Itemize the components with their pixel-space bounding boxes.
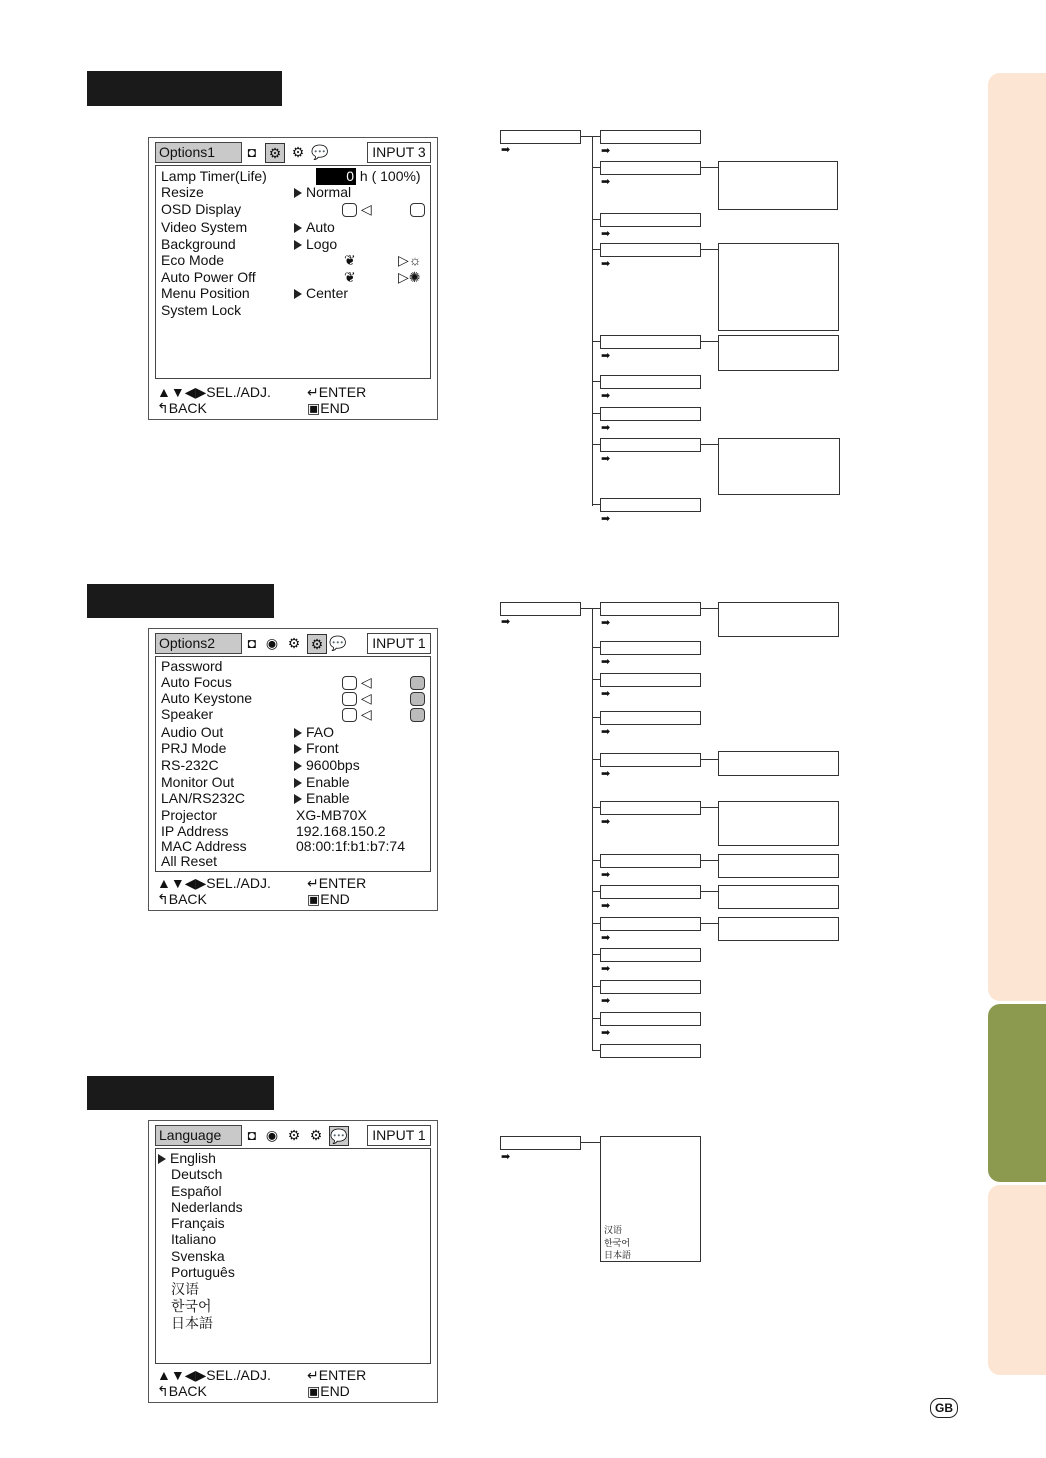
arrow-icon: ➡ [601,995,611,1007]
toggle-off-icon [410,708,425,722]
arrow-icon: ➡ [601,726,611,738]
end-hint: ▣ END [307,1383,350,1399]
picture-icon[interactable]: ◘ [247,1127,257,1143]
options1-icon[interactable]: ⚙ [287,1127,301,1143]
tree-item-box [600,213,701,227]
arrow-icon: ➡ [601,617,611,629]
tree-item-box [600,917,701,931]
sel-adj-hint: ▲▼◀▶ SEL./ADJ. [157,384,271,400]
enter-hint: ↵ ENTER [307,875,367,891]
language-icon[interactable]: 💬 [330,1128,348,1144]
language-item[interactable]: Português [171,1264,235,1280]
tree-language-chinese: 汉语 [604,1225,623,1235]
toggle-on-icon [342,692,357,706]
arrow-icon: ➡ [601,228,611,240]
language-item[interactable]: Español [171,1183,222,1199]
lamp-icon: ▷☼ [398,252,422,268]
toggle-off-icon [410,676,425,690]
sel-adj-hint: ▲▼◀▶ SEL./ADJ. [157,1367,271,1383]
toggle-off-icon [410,692,425,706]
arrow-icon: ➡ [601,816,611,828]
tree-item-box [600,1044,701,1058]
arrow-icon: ➡ [601,145,611,157]
menu-row-lamp-timer[interactable]: Lamp Timer(Life) 0 h ( 100%) [161,168,421,184]
arrow-icon: ➡ [601,688,611,700]
language-item[interactable]: Français [171,1215,225,1231]
tree-item-box [600,673,701,687]
tree-option-box [718,917,839,941]
language-icon[interactable]: 💬 [311,144,329,160]
language-item[interactable]: 汉语 [171,1281,199,1297]
arrow-icon: ➡ [601,350,611,362]
selector-arrow-icon [158,1154,166,1164]
options2-icon[interactable]: ⚙ [309,1127,323,1143]
menu-row-password[interactable]: Password [161,658,223,674]
language-tab-name[interactable]: Language [155,1125,242,1146]
menu-row-audio-out[interactable]: Audio Out FAO [161,724,335,740]
options2-icon[interactable]: ⚙ [307,634,327,654]
tree-option-box [718,885,839,909]
language-item[interactable]: Deutsch [171,1166,223,1182]
language-item[interactable]: Italiano [171,1231,217,1247]
tree-item-box [600,498,701,512]
arrow-icon: ➡ [501,616,511,628]
tree-item-box [600,335,701,349]
tree-item-box [600,885,701,899]
arrow-icon: ➡ [601,656,611,668]
enter-hint: ↵ ENTER [307,1367,367,1383]
tree-item-box [600,407,701,421]
tree-root-box [500,602,581,616]
language-item[interactable]: 한국어 [171,1298,212,1314]
picture-icon[interactable]: ◘ [247,144,257,160]
options2-menu [148,628,438,911]
tree-item-box [600,375,701,389]
section-header-options1 [87,71,282,106]
tree-root-box [500,1136,581,1150]
tree-option-box [718,161,838,210]
back-hint: ↰ BACK [157,891,207,907]
options2-tab-name[interactable]: Options2 [155,633,242,654]
menu-row-video-system[interactable]: Video System Auto [161,219,335,235]
options1-tab-name[interactable]: Options1 [155,142,242,163]
language-item[interactable]: English [156,1150,430,1167]
tree-item-box [600,980,701,994]
arrow-icon: ➡ [601,422,611,434]
selector-arrow-icon [294,761,302,771]
menu-row-projector: Projector XG-MB70X [161,807,367,823]
tree-option-box [718,751,839,776]
arrow-icon: ➡ [601,176,611,188]
menu-row-osd-display[interactable]: OSD Display ◁ [156,201,430,218]
gb-badge: GB [930,1398,958,1418]
arrow-icon: ➡ [601,1027,611,1039]
leaf-icon: ❦ [344,252,356,268]
menu-row-speaker[interactable]: Speaker ◁ [156,706,430,723]
arrow-icon: ➡ [601,768,611,780]
selector-arrow-icon [294,794,302,804]
picture-icon[interactable]: ◘ [247,635,257,651]
tree-item-box [600,130,701,144]
selector-arrow-icon [294,778,302,788]
menu-row-eco-mode[interactable]: Eco Mode ❦ ▷☼ [161,252,422,268]
toggle-on-icon [342,708,357,722]
arrow-icon: ➡ [601,963,611,975]
arrow-icon: ➡ [601,900,611,912]
tree-language-korean: 한국어 [604,1238,631,1248]
arrow-icon: ➡ [601,932,611,944]
arrow-icon: ➡ [601,258,611,270]
selector-arrow-icon [294,728,302,738]
options1-icon[interactable]: ⚙ [265,143,285,163]
tree-option-box [718,854,839,878]
menu-row-rs232c[interactable]: RS-232C 9600bps [161,757,360,773]
tree-item-box [600,602,701,616]
arrow-icon: ➡ [601,513,611,525]
menu-row-auto-focus[interactable]: Auto Focus ◁ [156,674,430,691]
language-item[interactable]: Svenska [171,1248,225,1264]
lamp-timer-value: 0 [316,168,356,185]
toggle-off-icon [410,203,425,217]
input-indicator: INPUT 3 [367,142,431,163]
menu-row-menu-position[interactable]: Menu Position Center [161,285,349,301]
tree-option-box [718,335,839,371]
menu-row-mac-address: MAC Address 08:00:1f:b1:b7:74 [161,838,405,854]
menu-row-system-lock[interactable]: System Lock [161,302,242,318]
toggle-on-icon [342,676,357,690]
tree-item-box [600,438,701,452]
toggle-on-icon [342,203,357,217]
sel-adj-hint: ▲▼◀▶ SEL./ADJ. [157,875,271,891]
selector-arrow-icon [294,240,302,250]
tree-item-box [600,948,701,962]
tree-item-box [600,753,701,767]
arrow-icon: ➡ [601,390,611,402]
options2-icon[interactable]: ⚙ [291,144,305,160]
enter-hint: ↵ ENTER [307,384,367,400]
tree-item-box [600,1012,701,1026]
side-tab-bottom [988,1185,1046,1375]
tree-item-box [600,854,701,868]
selector-arrow-icon [294,744,302,754]
tree-item-box [600,161,701,175]
input-indicator: INPUT 1 [367,633,431,654]
tree-option-box [718,801,839,846]
menu-row-ip-address: IP Address 192.168.150.2 [161,823,386,839]
menu-row-all-reset[interactable]: All Reset [161,853,218,869]
language-icon[interactable]: 💬 [329,635,347,651]
tree-item-box [600,243,701,257]
selector-arrow-icon [294,223,302,233]
side-tab-top [988,73,1046,1001]
section-header-options2 [87,584,274,618]
end-hint: ▣ END [307,400,350,416]
menu-row-resize[interactable]: Resize Normal [161,184,352,200]
menu-row-monitor-out[interactable]: Monitor Out Enable [161,774,350,790]
sound-icon[interactable]: ◉ [265,1127,279,1143]
tree-option-box [718,438,840,495]
language-item[interactable]: Nederlands [171,1199,243,1215]
menu-row-auto-keystone[interactable]: Auto Keystone ◁ [156,690,430,707]
options1-icon[interactable]: ⚙ [287,635,301,651]
menu-row-auto-power-off[interactable]: Auto Power Off ❦ ▷✺ [161,269,421,285]
input-indicator: INPUT 1 [367,1125,431,1146]
menu-row-background[interactable]: Background Logo [161,236,338,252]
tree-root-box [500,130,581,144]
end-hint: ▣ END [307,891,350,907]
power-icon: ▷✺ [398,269,421,285]
menu-row-prj-mode[interactable]: PRJ Mode Front [161,740,339,756]
leaf-icon: ❦ [344,269,356,285]
options1-menu [148,137,438,420]
arrow-icon: ➡ [601,869,611,881]
arrow-icon: ➡ [501,1151,511,1163]
tree-item-box [600,641,701,655]
menu-row-lan-rs232c[interactable]: LAN/RS232C Enable [161,790,350,806]
tree-option-box [718,602,839,637]
section-header-language [87,1076,274,1110]
tree-option-box [718,243,839,331]
sound-icon[interactable]: ◉ [265,635,279,651]
language-item[interactable]: 日本語 [171,1315,213,1331]
tree-language-japanese: 日本語 [604,1250,632,1260]
back-hint: ↰ BACK [157,1383,207,1399]
tree-item-box [600,711,701,725]
arrow-icon: ➡ [601,453,611,465]
selector-arrow-icon [294,188,302,198]
selector-arrow-icon [294,289,302,299]
language-menu [148,1120,438,1403]
side-tab-active [988,1004,1046,1182]
tree-item-box [600,801,701,815]
arrow-icon: ➡ [501,144,511,156]
back-hint: ↰ BACK [157,400,207,416]
